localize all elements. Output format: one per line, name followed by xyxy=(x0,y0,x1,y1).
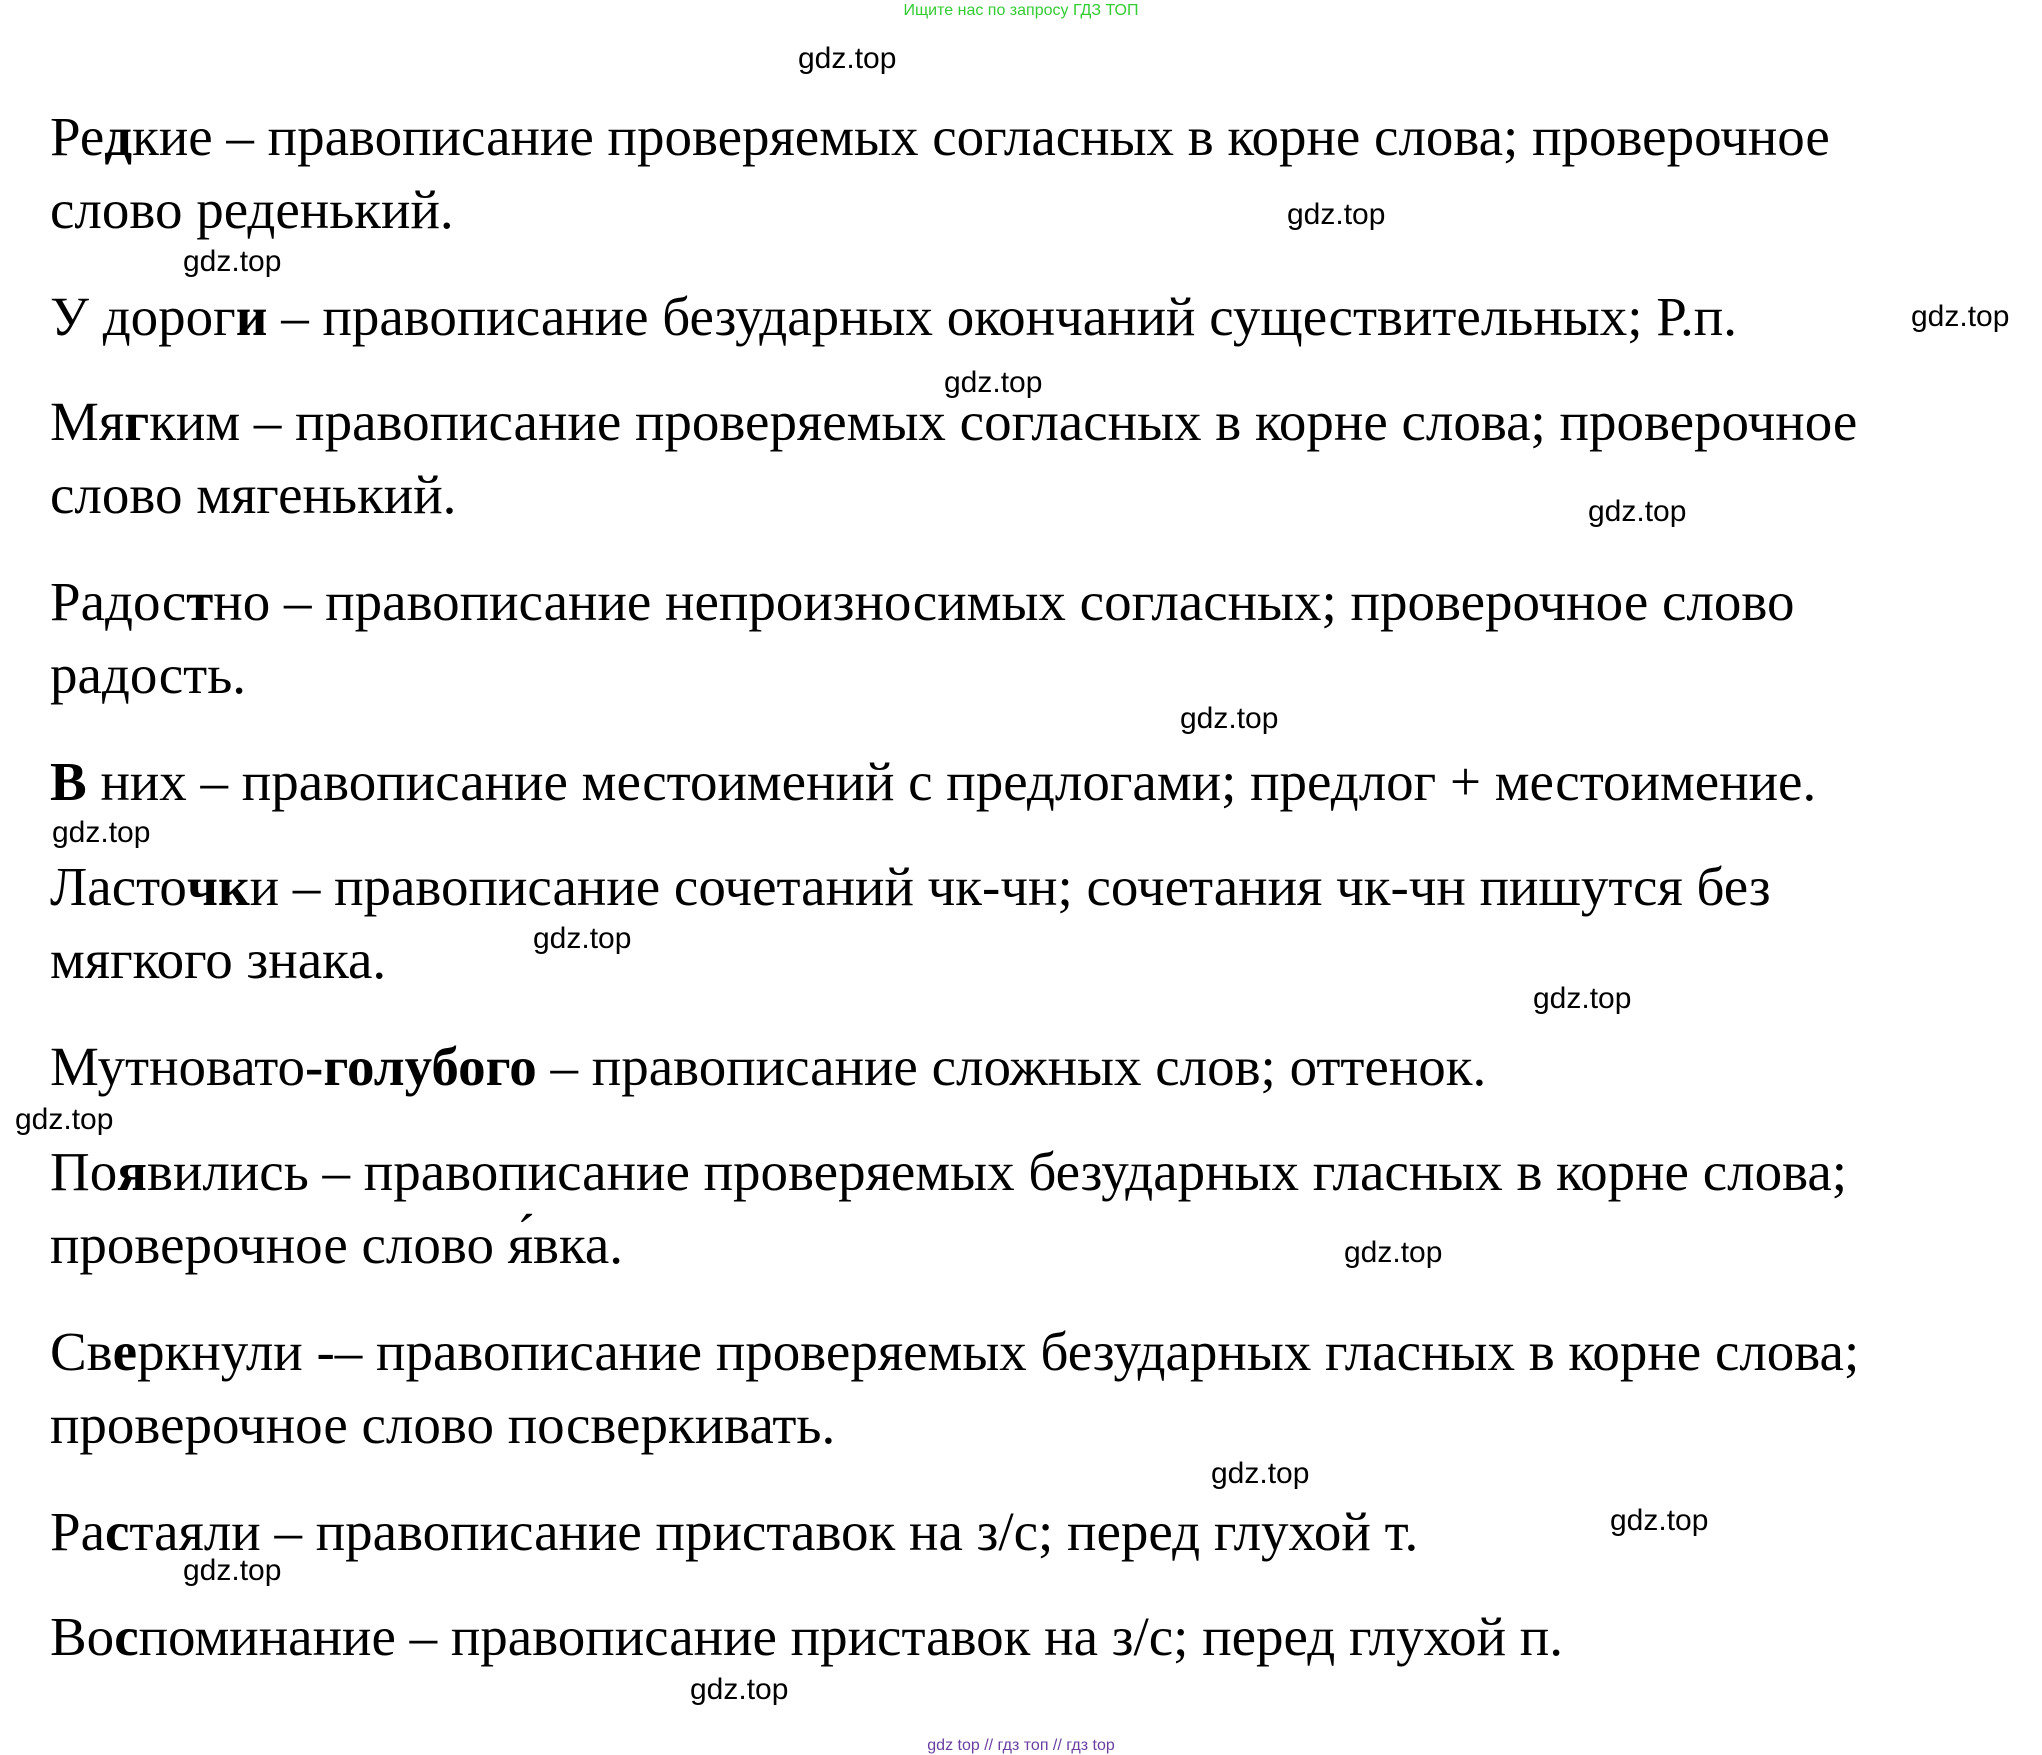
watermark-text: gdz.top xyxy=(690,1673,789,1706)
watermark-text: gdz.top xyxy=(944,366,1043,399)
entry-text: поминание – правописание приставок на з/с; перед глухой п. xyxy=(138,1606,1563,1667)
watermark-text: gdz.top xyxy=(52,816,151,849)
spelling-entry xyxy=(50,100,2020,246)
entry-text: ркнули -– правописание проверяемых безударных гласных в корне слова; xyxy=(137,1321,1860,1382)
entry-line xyxy=(50,1600,2020,1673)
spelling-entry xyxy=(50,1135,2020,1281)
highlighted-letter: т xyxy=(186,571,214,632)
watermark-text: gdz.top xyxy=(533,922,632,955)
watermark-text: gdz.top xyxy=(183,245,282,278)
entry-line xyxy=(50,458,2020,531)
watermark-text: gdz.top xyxy=(1911,300,2010,333)
watermark-text: gdz.top xyxy=(1533,982,1632,1015)
entry-text: радость. xyxy=(50,644,247,705)
spelling-entry xyxy=(50,385,2020,531)
entry-line xyxy=(50,1135,2020,1208)
entry-text: Во xyxy=(50,1606,115,1667)
entry-line xyxy=(50,638,2020,711)
entry-text: слово реденький. xyxy=(50,179,454,240)
entry-line xyxy=(50,745,2020,818)
entry-text: проверочное слово я́вка. xyxy=(50,1214,624,1275)
watermark-text: gdz.top xyxy=(1588,495,1687,528)
entry-text: проверочное слово посверкивать. xyxy=(50,1394,836,1455)
entry-line xyxy=(50,1388,2020,1461)
watermark-text: gdz.top xyxy=(798,42,897,75)
spelling-entry xyxy=(50,1495,2020,1568)
watermark-text: gdz.top xyxy=(1610,1504,1709,1537)
entry-text: Мутновато xyxy=(50,1036,306,1097)
entry-text: Радос xyxy=(50,571,187,632)
entry-line xyxy=(50,280,2020,353)
spelling-entry xyxy=(50,280,2020,353)
watermark-text: gdz.top xyxy=(1211,1457,1310,1490)
search-hint-banner: Ищите нас по запросу ГДЗ ТОП xyxy=(903,2,1139,19)
entry-text: вились – правописание проверяемых безударных гласных в корне слова; xyxy=(147,1141,1848,1202)
highlighted-letter: я xyxy=(117,1141,147,1202)
entry-line xyxy=(50,173,2020,246)
entry-line xyxy=(50,923,2020,996)
entry-text: – правописание сложных слов; оттенок. xyxy=(536,1036,1487,1097)
entry-line xyxy=(50,1208,2020,1281)
highlighted-letter: чк xyxy=(186,856,250,917)
entry-text: Св xyxy=(50,1321,113,1382)
entry-line xyxy=(50,850,2020,923)
highlighted-letter: с xyxy=(105,1501,130,1562)
highlighted-letter: В xyxy=(50,751,87,812)
highlighted-letter: и xyxy=(235,286,268,347)
entry-text: Ра xyxy=(50,1501,105,1562)
watermark-text: gdz.top xyxy=(1180,702,1279,735)
spelling-entry xyxy=(50,565,2020,711)
entry-text: По xyxy=(50,1141,118,1202)
entry-text: – правописание безударных окончаний существительных; Р.п. xyxy=(267,286,1737,347)
highlighted-letter: г xyxy=(124,391,150,452)
entry-text: слово мягенький. xyxy=(50,464,457,525)
spelling-entry xyxy=(50,745,2020,818)
highlighted-letter: -голубого xyxy=(305,1036,537,1097)
entry-text: Ласто xyxy=(50,856,187,917)
watermark-text: gdz.top xyxy=(1287,198,1386,231)
entry-text: ким – правописание проверяемых согласных в корне слова; проверочное xyxy=(149,391,1858,452)
watermark-text: gdz.top xyxy=(183,1554,282,1587)
entry-text: У дорог xyxy=(50,286,236,347)
entry-line xyxy=(50,1495,2020,1568)
watermark-text: gdz.top xyxy=(1344,1236,1443,1269)
spelling-entry xyxy=(50,850,2020,996)
entry-line xyxy=(50,100,2020,173)
entry-text: таяли – правописание приставок на з/с; перед глухой т. xyxy=(129,1501,1419,1562)
entry-text: них – правописание местоимений с предлогами; предлог + местоимение. xyxy=(86,751,1817,812)
entry-text: Ре xyxy=(50,106,105,167)
entry-line xyxy=(50,1315,2020,1388)
spelling-entry xyxy=(50,1030,2020,1103)
highlighted-letter: с xyxy=(114,1606,139,1667)
entry-text: кие – правописание проверяемых согласных в корне слова; проверочное xyxy=(132,106,1830,167)
entry-line xyxy=(50,1030,2020,1103)
entry-text: и – правописание сочетаний чк-чн; сочетания чк-чн пишутся без xyxy=(249,856,1771,917)
entry-text: Мя xyxy=(50,391,125,452)
highlighted-letter: е xyxy=(112,1321,138,1382)
spelling-entry xyxy=(50,1600,2020,1673)
entry-line xyxy=(50,565,2020,638)
highlighted-letter: д xyxy=(104,106,133,167)
watermark-text: gdz.top xyxy=(15,1103,114,1136)
spelling-entry xyxy=(50,1315,2020,1461)
entry-text: мягкого знака. xyxy=(50,929,387,990)
footer-links: gdz top // гдз топ // гдз top xyxy=(927,1737,1115,1754)
entry-text: но – правописание непроизносимых согласных; проверочное слово xyxy=(213,571,1795,632)
